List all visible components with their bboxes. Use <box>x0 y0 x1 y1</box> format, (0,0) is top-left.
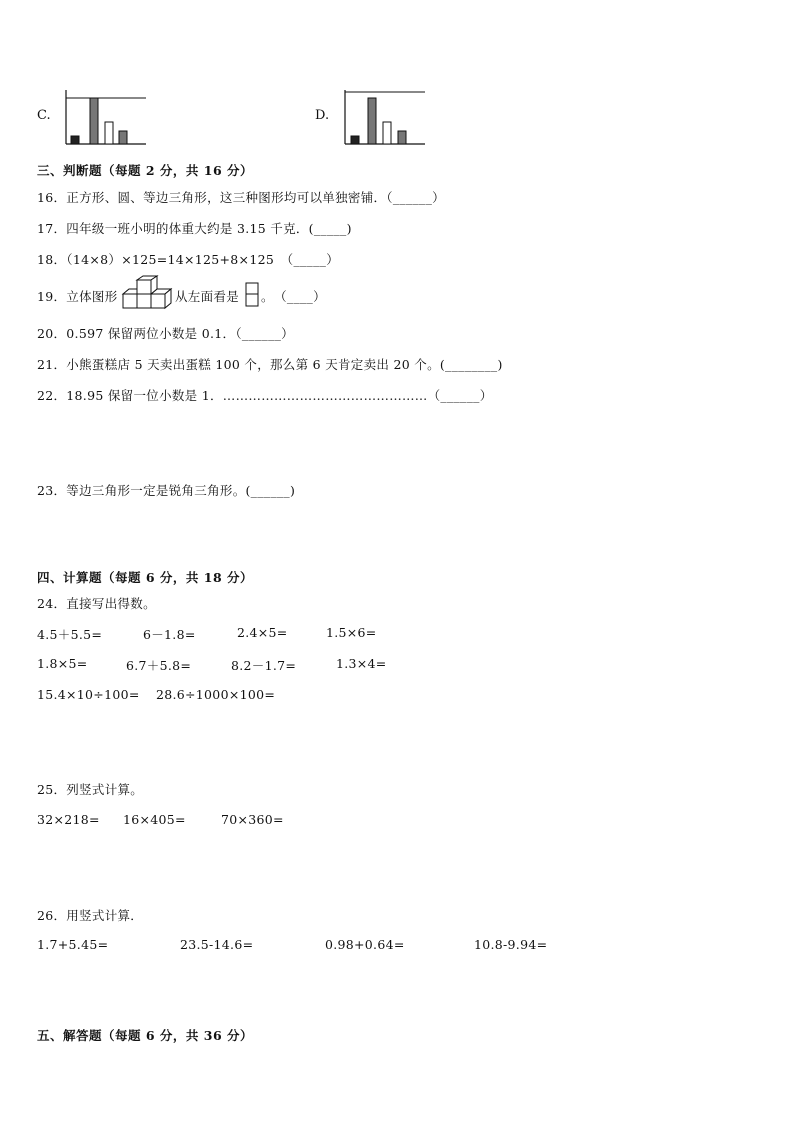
q24-expr: 6－1.8= <box>143 627 196 642</box>
q24-expr: 2.4×5= <box>237 625 288 640</box>
option-d-label: D. <box>315 108 330 123</box>
option-d-bar-chart <box>343 90 427 148</box>
q26-expr: 23.5-14.6= <box>180 937 254 952</box>
question-20: 20．0.597 保留两位小数是 0.1．（______） <box>37 326 294 341</box>
left-view-figure <box>245 282 259 308</box>
q24-expr: 1.8×5= <box>37 656 88 671</box>
question-16: 16．正方形、圆、等边三角形，这三种图形均可以单独密铺．（______） <box>37 190 445 205</box>
q25-expr: 70×360= <box>221 812 284 827</box>
question-21: 21．小熊蛋糕店 5 天卖出蛋糕 100 个，那么第 6 天肯定卖出 20 个。(________) <box>37 357 503 372</box>
cube-stack-figure <box>121 276 175 312</box>
c-bar-2 <box>90 98 98 144</box>
q24-expr: 8.2－1.7= <box>231 658 297 673</box>
d-bar-2 <box>368 98 376 144</box>
q24-expr: 28.6÷1000×100= <box>156 687 276 702</box>
q26-expr: 10.8-9.94= <box>474 937 548 952</box>
q24-expr: 15.4×10÷100= <box>37 687 140 702</box>
q25-expr: 32×218= <box>37 812 100 827</box>
question-24-title: 24．直接写出得数。 <box>37 596 156 611</box>
question-18: 18．（14×8）×125=14×125+8×125 （_____） <box>37 252 339 267</box>
question-26-title: 26．用竖式计算． <box>37 908 144 923</box>
c-bar-3 <box>105 122 113 144</box>
question-19-text-c: 。 （____） <box>261 289 326 304</box>
question-19-text-b: 从左面看是 <box>175 289 240 304</box>
q24-expr: 1.3×4= <box>336 656 387 671</box>
section-3-heading: 三、判断题（每题 2 分，共 16 分） <box>37 163 254 178</box>
q26-expr: 0.98+0.64= <box>325 937 405 952</box>
q24-expr: 1.5×6= <box>326 625 377 640</box>
q26-expr: 1.7+5.45= <box>37 937 109 952</box>
question-23: 23．等边三角形一定是锐角三角形。(______) <box>37 483 296 498</box>
question-19-text-a: 19．立体图形 <box>37 289 118 304</box>
q25-expr: 16×405= <box>123 812 186 827</box>
q24-expr: 6.7＋5.8= <box>126 658 192 673</box>
c-bar-4 <box>119 131 127 144</box>
option-c-label: C. <box>37 108 51 123</box>
question-22: 22．18.95 保留一位小数是 1．…………………………………………（______） <box>37 388 493 403</box>
d-bar-1 <box>351 136 359 144</box>
option-c-bar-chart <box>64 90 148 148</box>
question-25-title: 25．列竖式计算。 <box>37 782 144 797</box>
d-bar-4 <box>398 131 406 144</box>
c-bar-1 <box>71 136 79 144</box>
question-17: 17．四年级一班小明的体重大约是 3.15 千克．(_____) <box>37 221 352 236</box>
section-4-heading: 四、计算题（每题 6 分，共 18 分） <box>37 570 254 585</box>
d-bar-3 <box>383 122 391 144</box>
q24-expr: 4.5＋5.5= <box>37 627 103 642</box>
section-5-heading: 五、解答题（每题 6 分，共 36 分） <box>37 1028 254 1043</box>
